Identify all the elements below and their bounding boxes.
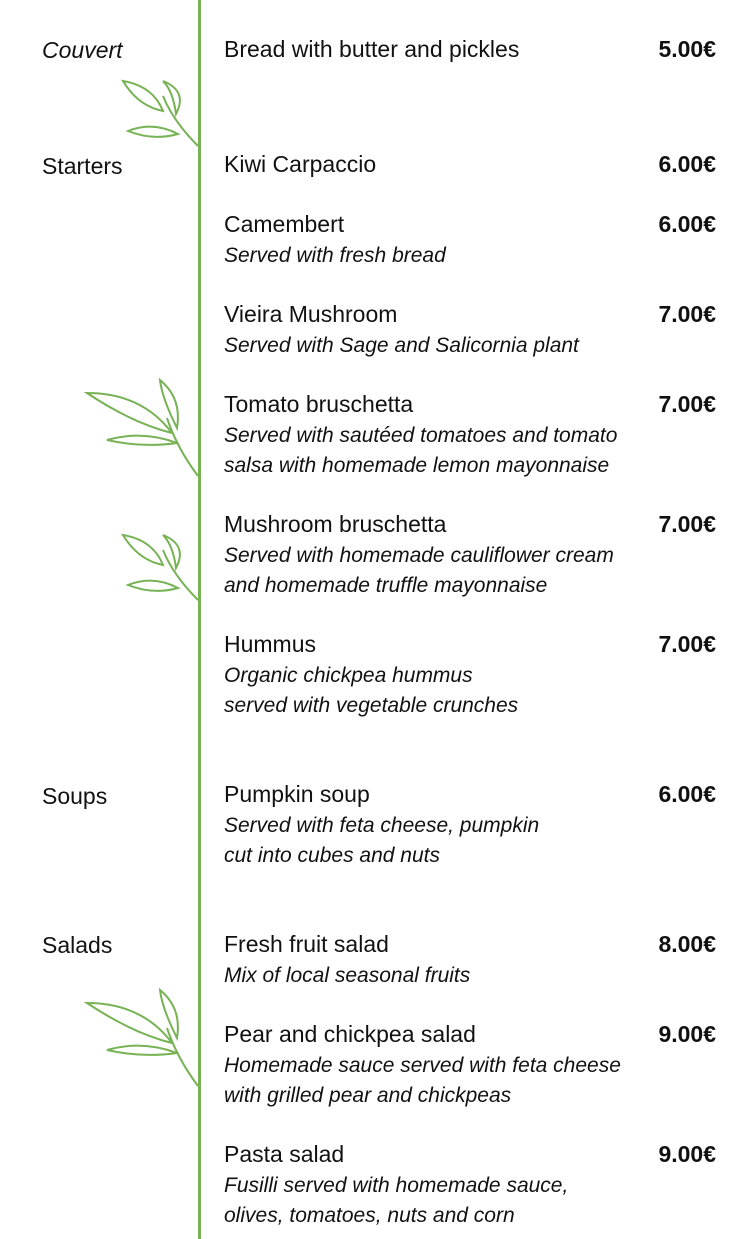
item-name: Camembert bbox=[224, 211, 345, 237]
menu-item bbox=[224, 781, 716, 871]
item-price: 6.00€ bbox=[658, 781, 716, 807]
leaf-branch-icon bbox=[82, 378, 200, 478]
item-description: Served with homemade cauliflower cream and homemade truffle mayonnaise bbox=[224, 544, 614, 597]
item-name: Tomato bruschetta bbox=[224, 391, 414, 417]
item-price: 6.00€ bbox=[658, 211, 716, 237]
item-name: Pasta salad bbox=[224, 1141, 345, 1167]
category-couvert: Couvert bbox=[42, 37, 123, 63]
item-description: Served with fresh bread bbox=[224, 244, 446, 267]
item-description: Fusilli served with homemade sauce, olives, tomatoes, nuts and corn bbox=[224, 1174, 569, 1227]
item-price: 9.00€ bbox=[658, 1021, 716, 1047]
menu-item bbox=[224, 631, 716, 721]
menu-item bbox=[224, 301, 716, 361]
item-name: Vieira Mushroom bbox=[224, 301, 398, 327]
item-description: Served with Sage and Salicornia plant bbox=[224, 334, 579, 357]
item-description: Homemade sauce served with feta cheese with grilled pear and chickpeas bbox=[224, 1054, 621, 1107]
leaf-branch-icon bbox=[118, 76, 200, 148]
item-description: Mix of local seasonal fruits bbox=[224, 964, 471, 987]
item-description: Served with sautéed tomatoes and tomato salsa with homemade lemon mayonnaise bbox=[224, 424, 618, 477]
item-description: Organic chickpea hummus served with vegetable crunches bbox=[224, 664, 519, 717]
item-description: Served with feta cheese, pumpkin cut into cubes and nuts bbox=[224, 814, 540, 867]
menu-item bbox=[224, 211, 716, 271]
item-price: 5.00€ bbox=[658, 36, 716, 62]
item-price: 7.00€ bbox=[658, 511, 716, 537]
item-price: 7.00€ bbox=[658, 301, 716, 327]
item-name: Fresh fruit salad bbox=[224, 931, 389, 957]
leaf-branch-icon bbox=[82, 988, 200, 1088]
category-soups: Soups bbox=[42, 783, 108, 809]
item-price: 7.00€ bbox=[658, 391, 716, 417]
item-price: 9.00€ bbox=[658, 1141, 716, 1167]
item-price: 7.00€ bbox=[658, 631, 716, 657]
menu-item bbox=[224, 36, 716, 63]
category-salads: Salads bbox=[42, 932, 113, 958]
item-name: Kiwi Carpaccio bbox=[224, 151, 377, 177]
menu-item bbox=[224, 931, 716, 991]
item-name: Pear and chickpea salad bbox=[224, 1021, 476, 1047]
leaf-branch-icon bbox=[118, 530, 200, 602]
item-name: Mushroom bruschetta bbox=[224, 511, 447, 537]
item-name: Bread with butter and pickles bbox=[224, 36, 520, 62]
category-starters: Starters bbox=[42, 153, 123, 179]
menu-item bbox=[224, 151, 716, 178]
menu-item bbox=[224, 1021, 716, 1111]
item-name: Hummus bbox=[224, 631, 317, 657]
menu-item bbox=[224, 1141, 716, 1231]
menu-item bbox=[224, 391, 716, 481]
item-price: 6.00€ bbox=[658, 151, 716, 177]
item-name: Pumpkin soup bbox=[224, 781, 370, 807]
menu-item bbox=[224, 511, 716, 601]
item-price: 8.00€ bbox=[658, 931, 716, 957]
